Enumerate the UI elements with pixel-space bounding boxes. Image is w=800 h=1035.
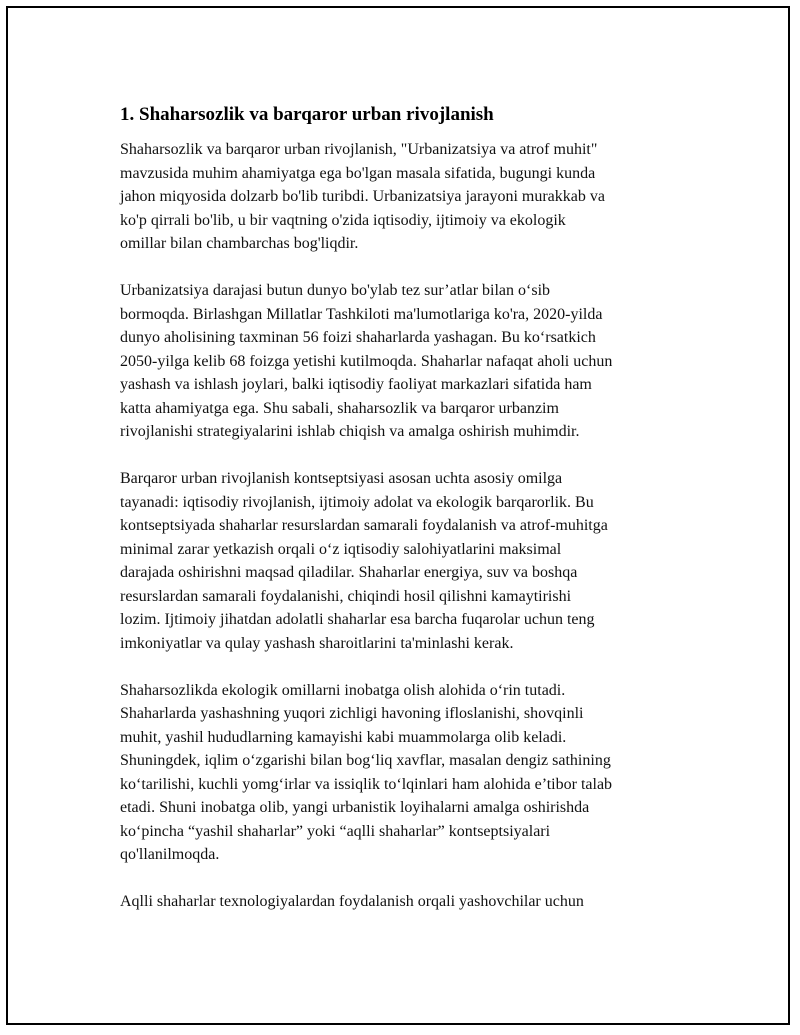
paragraph-3: Barqaror urban rivojlanish kontseptsiyasi asosan uchta asosiy omilga tayanadi: iqtisodiy rivojlanish, ijtimoiy adolat va ekologik barqarorlik. Bu kontseptsiyada shaharlar resurslardan samarali foydalanish va atrof-muhitga minimal zarar yetkazish orqali o‘z iqtisodiy salohiyatlarini maksimal darajada oshirishni maqsad qiladilar. Shaharlar energiya, suv va boshqa resurslardan samarali foydalanishi, chiqindi hosil qilishni kamaytirishi lozim. Ijtimoiy jihatdan adolatli shaharlar esa barcha fuqarolar uchun teng imkoniyatlar va qulay yashash sharoitlarini ta'minlashi kerak. bbox=[120, 470, 608, 652]
paragraph-5: Aqlli shaharlar texnologiyalardan foydalanish orqali yashovchilar uchun bbox=[120, 893, 584, 910]
paragraph-2: Urbanizatsiya darajasi butun dunyo bo'ylab tez sur’atlar bilan o‘sib bormoqda. Birlashgan Millatlar Tashkiloti ma'lumotlariga ko'ra, 2020-yilda dunyo aholisining taxminan 56 foizi shaharlarda yashagan. Bu ko‘rsatkich 2050-yilga kelib 68 foizga yetishi kutilmoqda. Shaharlar nafaqat aholi uchun yashash va ishlash joylari, balki iqtisodiy faoliyat markazlari sifatida ham katta ahamiyatga ega. Shu sabali, shaharsozlik va barqaror urbanzim rivojlanishi strategiyalarini ishlab chiqish va amalga oshirish muhimdir. bbox=[120, 282, 613, 440]
page-frame bbox=[6, 6, 790, 1025]
document-body bbox=[120, 90, 680, 937]
section-heading: 1. Shaharsozlik va barqaror urban rivojlanish bbox=[120, 104, 494, 125]
paragraph-4: Shaharsozlikda ekologik omillarni inobatga olish alohida o‘rin tutadi. Shaharlarda yashashning yuqori zichligi havoning ifloslanishi, shovqinli muhit, yashil hududlarning kamayishi kabi muammolarga olib keladi. Shuningdek, iqlim o‘zgarishi bilan bog‘liq xavflar, masalan dengiz sathining ko‘tarilishi, kuchli yomg‘irlar va issiqlik to‘lqinlari ham alohida e’tibor talab etadi. Shuni inobatga olib, yangi urbanistik loyihalarni amalga oshirishda ko‘pincha “yashil shaharlar” yoki “aqlli shaharlar” kontseptsiyalari qo'llanilmoqda. bbox=[120, 681, 613, 863]
paragraph-1: Shaharsozlik va barqaror urban rivojlanish, "Urbanizatsiya va atrof muhit" mavzusida muhim ahamiyatga ega bo'lgan masala sifatida, bugungi kunda jahon miqyosida dolzarb bo'lib turibdi. Urbanizatsiya jarayoni murakkab va ko'p qirrali bo'lib, u bir vaqtning o'zida iqtisodiy, ijtimoiy va ekologik omillar bilan chambarchas bog'liqdir. bbox=[120, 141, 605, 252]
